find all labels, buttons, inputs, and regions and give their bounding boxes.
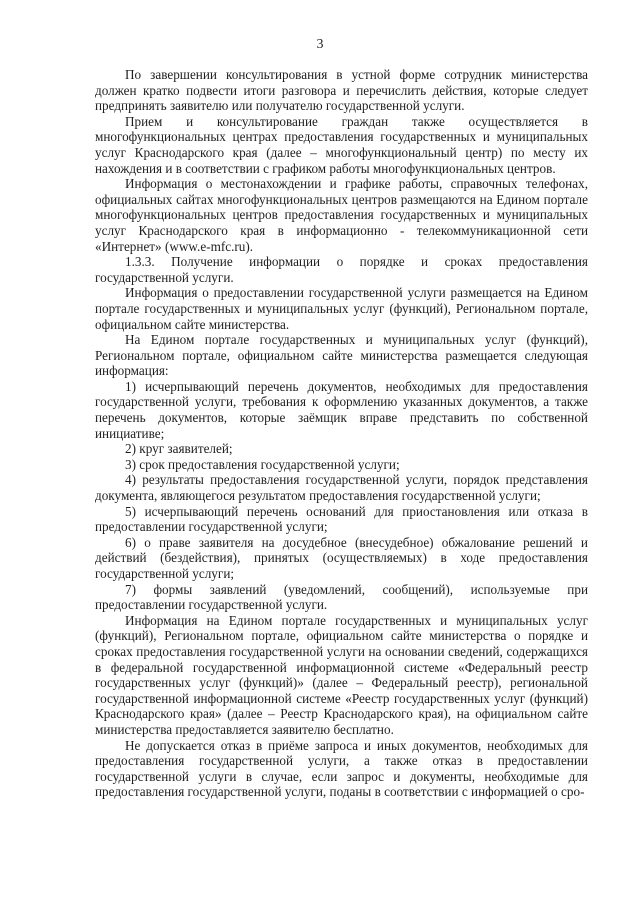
- document-body: [95, 67, 588, 800]
- paragraph: На Едином портале государственных и муниципальных услуг (функций), Региональном портале, официальном сайте министерства размещается следующая информация:: [95, 332, 588, 379]
- list-item: 4) результаты предоставления государственной услуги, порядок представления документа, являющегося результатом предоставления государственной услуги;: [95, 472, 588, 504]
- list-item: 1) исчерпывающий перечень документов, необходимых для предоставления государственной услуги, требования к оформлению указанных документов, а также перечень документов, которые заёмщик вправе представить по собственной инициативе;: [95, 378, 588, 441]
- list-item: 5) исчерпывающий перечень оснований для приостановления или отказа в предоставлении государственной услуги;: [95, 503, 588, 535]
- list-item: 3) срок предоставления государственной услуги;: [125, 456, 400, 472]
- list-item: 6) о праве заявителя на досудебное (внесудебное) обжалование решений и действий (бездействия), принятых (осуществляемых) в ходе предоставления государственной услуги;: [95, 534, 588, 581]
- list-item: 7) формы заявлений (уведомлений, сообщений), используемые при предоставлении государственной услуги.: [95, 581, 588, 613]
- paragraph: Прием и консультирование граждан также осуществляется в многофункциональных центрах предоставления государственных и муниципальных услуг Краснодарского края (далее – многофункциональный центр) по месту их нахождения и в соответствии с графиком работы многофункциональных центров.: [95, 113, 588, 176]
- paragraph: 1.3.3. Получение информации о порядке и сроках предоставления государственной услуги.: [95, 254, 588, 285]
- paragraph: По завершении консультирования в устной форме сотрудник министерства должен кратко подвести итоги разговора и перечислить действия, которые следует предпринять заявителю или получателю государственной услуги.: [95, 67, 588, 114]
- paragraph: Не допускается отказ в приёме запроса и иных документов, необходимых для предоставления государственной услуги, а также отказ в предоставлении государственной услуги в случае, если запрос и документы, необходимые для предоставления государственной услуги, поданы в соответствии с информацией о сро-: [95, 737, 588, 800]
- paragraph: Информация о местонахождении и графике работы, справочных телефонах, официальных сайтах многофункциональных центров размещаются на Едином портале многофункциональных центров предоставления государственных и муниципальных услуг Краснодарского края в информационно - телекоммуникационной сети «Интернет» (www.e-mfc.ru).: [95, 176, 588, 254]
- list-item: 2) круг заявителей;: [125, 441, 233, 457]
- paragraph: Информация на Едином портале государственных и муниципальных услуг (функций), Региональном портале, официальном сайте министерства о порядке и сроках предоставления государственной услуги на основании сведений, содержащихся в федеральной государственной информационной системе «Федеральный реестр государственных услуг (функций)» (далее – Федеральный реестр), региональной государственной информационной системе «Реестр государственных услуг (функций) Краснодарского края» (далее – Реестр Краснодарского края), на официальном сайте министерства предоставляется заявителю бесплатно.: [95, 612, 588, 737]
- page-number: 3: [316, 37, 324, 52]
- paragraph: Информация о предоставлении государственной услуги размещается на Едином портале государственных и муниципальных услуг (функций), Региональном портале, официальном сайте министерства.: [95, 285, 588, 332]
